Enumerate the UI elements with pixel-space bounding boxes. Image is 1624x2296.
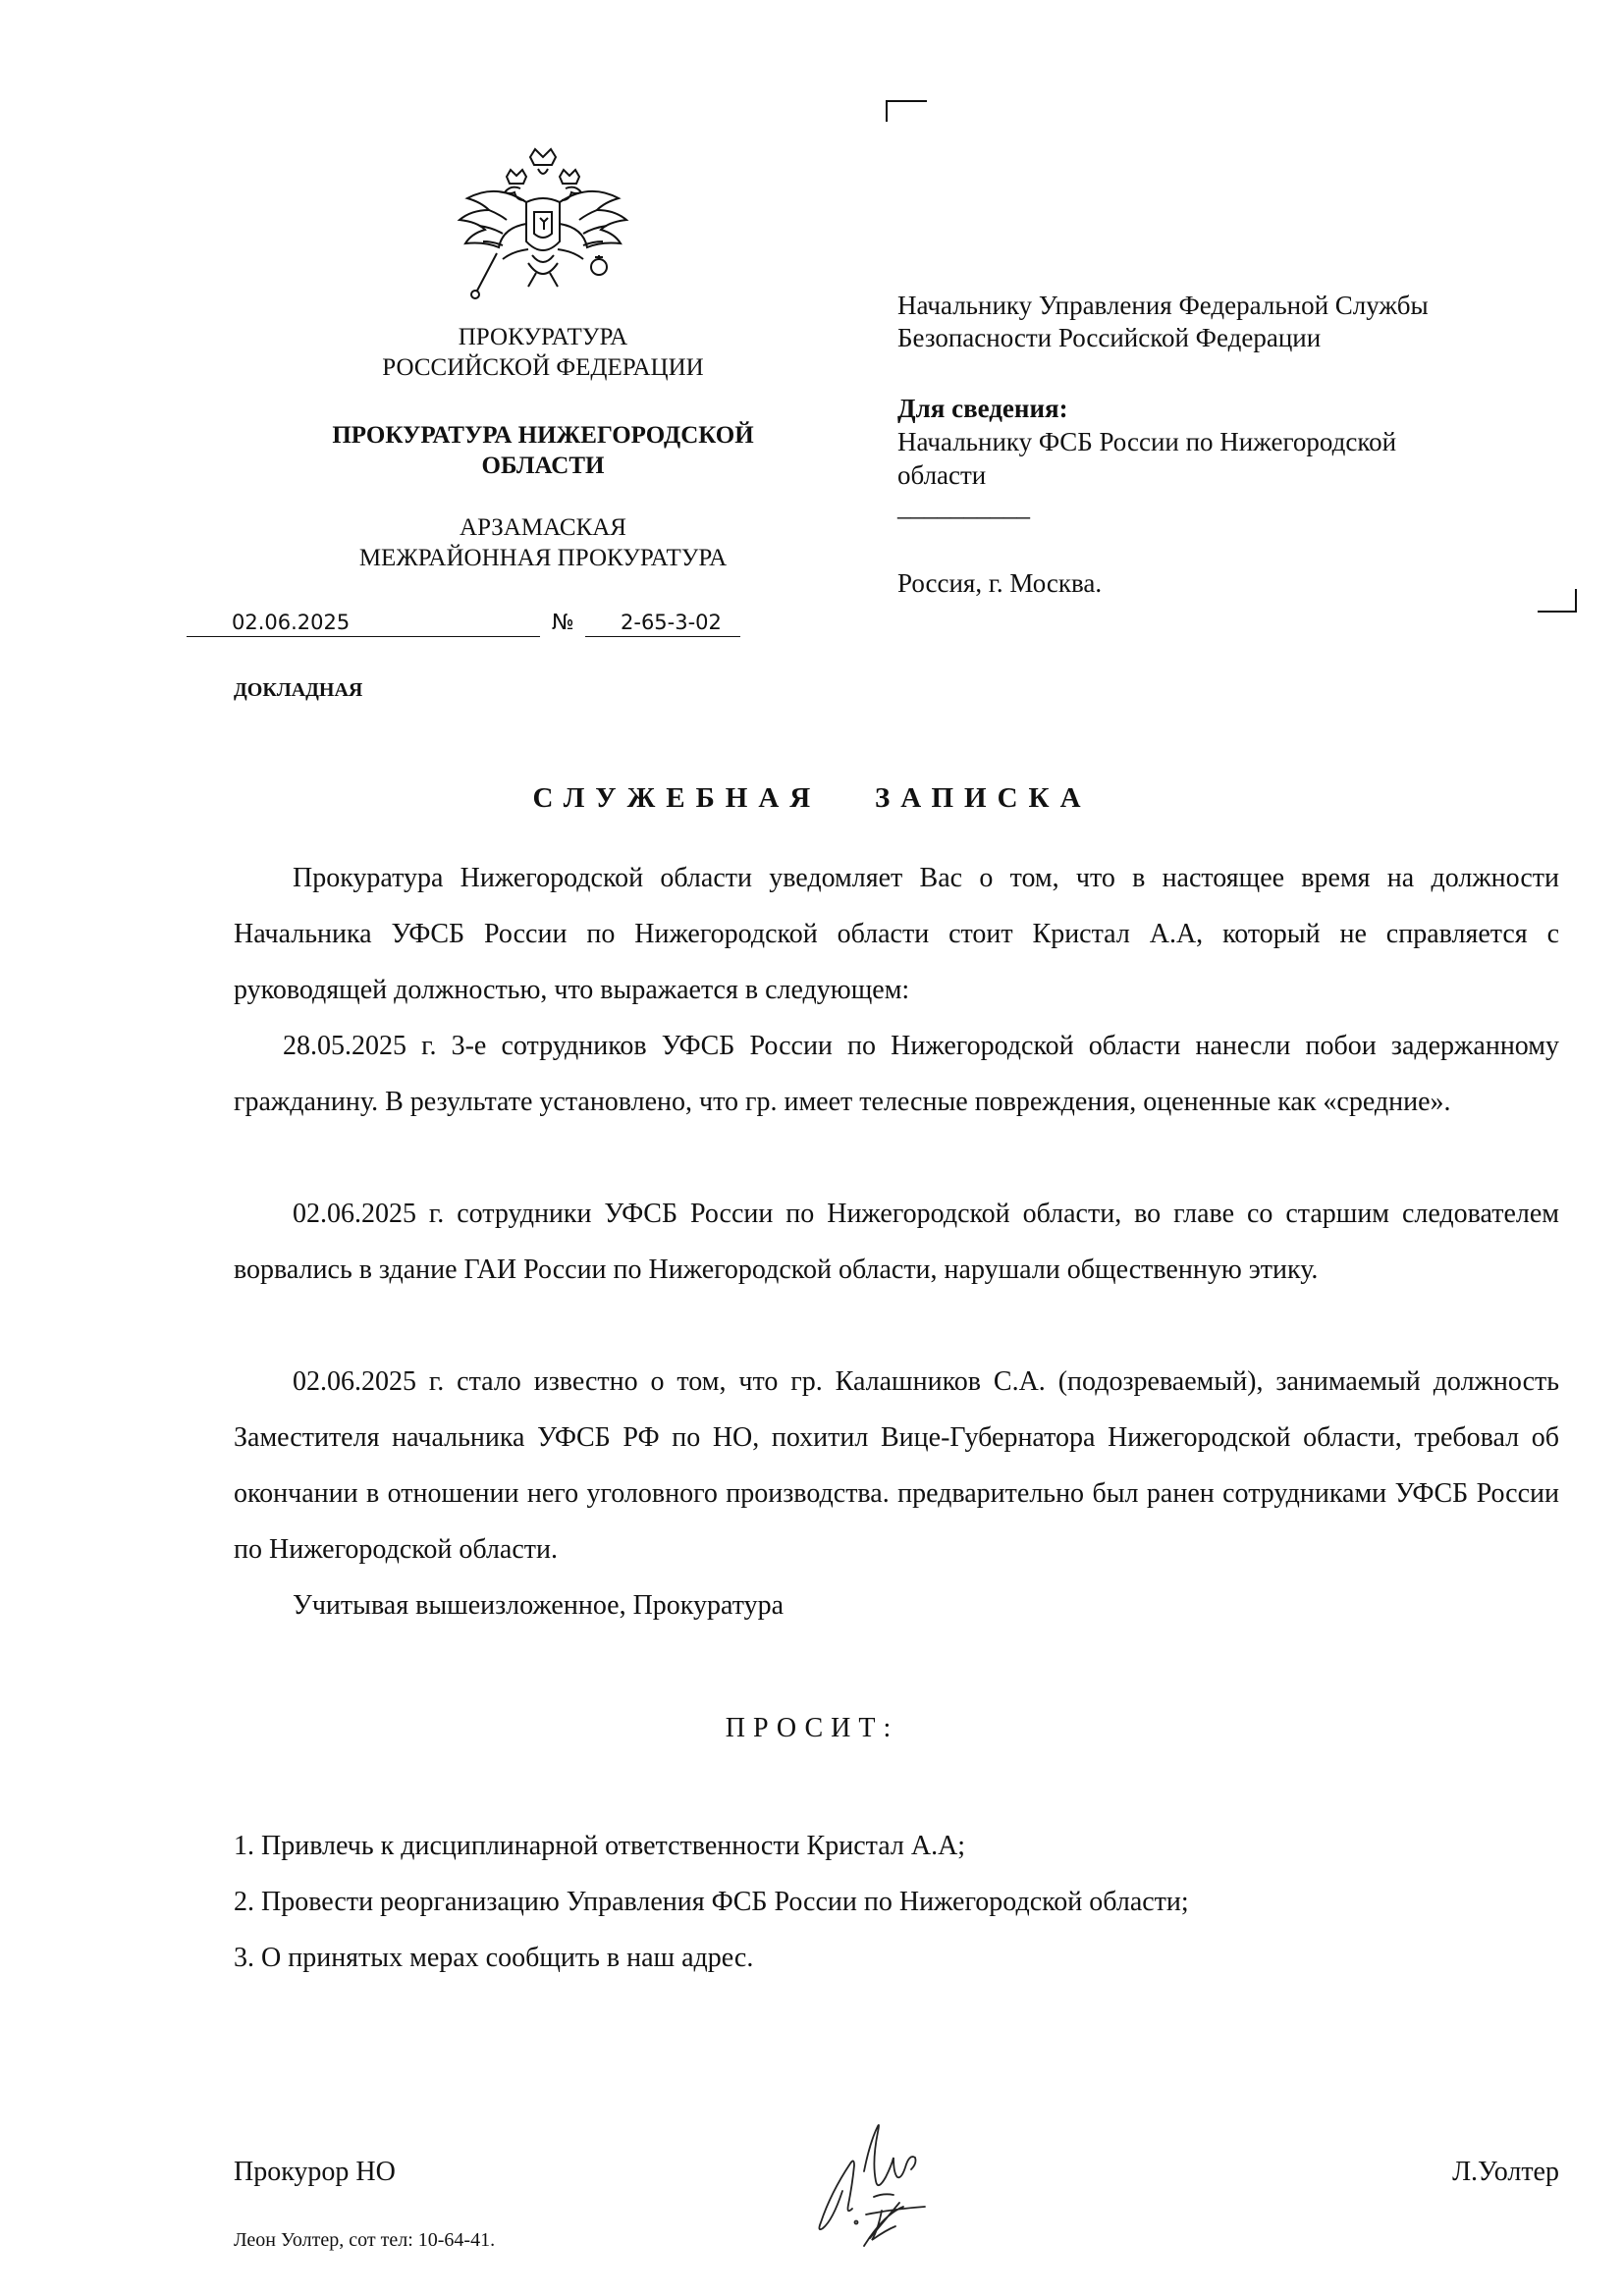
district-office-line1: АРЗАМАСКАЯ (460, 514, 626, 541)
document-type: ДОКЛАДНАЯ (234, 679, 363, 701)
request-item-2: 2. Провести реорганизацию Управления ФСБ России по Нижегородской области; (234, 1887, 1189, 1917)
info-addressee-line2: области (897, 460, 987, 490)
paragraph-intro: Прокуратура Нижегородской области уведомляет Вас о том, что в настоящее время на должности Начальника УФСБ России по Нижегородской области стоит Кристал А.А, который не справляется с руководящей должностью, что выражается в следующем: (234, 863, 1559, 1005)
addressee-separator: __________ (897, 492, 1030, 521)
signatory-name: Л.Уолтер (1452, 2157, 1559, 2187)
org-name-line1: ПРОКУРАТУРА (458, 324, 628, 350)
org-name-line2: РОССИЙСКОЙ ФЕДЕРАЦИИ (382, 354, 704, 381)
document-number-label: № (552, 611, 574, 635)
memo-title: СЛУЖЕБНАЯ ЗАПИСКА (532, 782, 1092, 814)
paragraph-incident-3: 02.06.2025 г. стало известно о том, что гр. Калашников С.А. (подозреваемый), занимаемый должность Заместителя начальника УФСБ РФ по НО, похитил Вице-Губернатора Нижегородской области, требовал об окончании в отношении него уголовного производства. предварительно был ранен сотрудниками УФСБ России по Нижегородской области. (234, 1366, 1559, 1565)
document-number-field (585, 607, 740, 637)
paragraph-incident-1: 28.05.2025 г. 3-е сотрудников УФСБ России по Нижегородской области нанесли побои задержанному гражданину. В результате установлено, что гр. имеет телесные повреждения, оцененные как «средние». (234, 1031, 1559, 1117)
addressee-location: Россия, г. Москва. (897, 568, 1103, 598)
addressee-corner-bottom-right (1538, 589, 1577, 613)
coat-of-arms-emblem (450, 147, 636, 314)
handwritten-signature (805, 2112, 952, 2250)
addressee-line1: Начальнику Управления Федеральной Службы (897, 291, 1429, 320)
contact-line: Леон Уолтер, сот тел: 10-64-41. (234, 2229, 496, 2251)
regional-office-line2: ОБЛАСТИ (481, 453, 605, 479)
addressee-line2: Безопасности Российской Федерации (897, 323, 1322, 352)
district-office-line2: МЕЖРАЙОННАЯ ПРОКУРАТУРА (358, 545, 728, 571)
regional-office-line1: ПРОКУРАТУРА НИЖЕГОРОДСКОЙ (332, 422, 754, 449)
paragraph-incident-2: 02.06.2025 г. сотрудники УФСБ России по Нижегородской области, во главе со старшим следователем ворвались в здание ГАИ России по Нижегородской области, нарушали общественную этику. (234, 1199, 1559, 1285)
request-item-1: 1. Привлечь к дисциплинарной ответственности Кристал А.А; (234, 1831, 966, 1861)
signatory-position: Прокурор НО (234, 2157, 396, 2187)
request-item-3: 3. О принятых мерах сообщить в наш адрес. (234, 1943, 754, 1973)
paragraph-conclusion: Учитывая вышеизложенное, Прокуратура (293, 1590, 785, 1621)
document-number: 2-65-3-02 (621, 611, 722, 634)
info-label: Для сведения: (897, 394, 1068, 423)
document-date: 02.06.2025 (232, 611, 351, 634)
addressee-corner-top-left (886, 100, 927, 122)
info-addressee-line1: Начальнику ФСБ России по Нижегородской (897, 427, 1397, 456)
request-heading: ПРОСИТ: (725, 1713, 899, 1743)
document-date-field (187, 607, 540, 637)
